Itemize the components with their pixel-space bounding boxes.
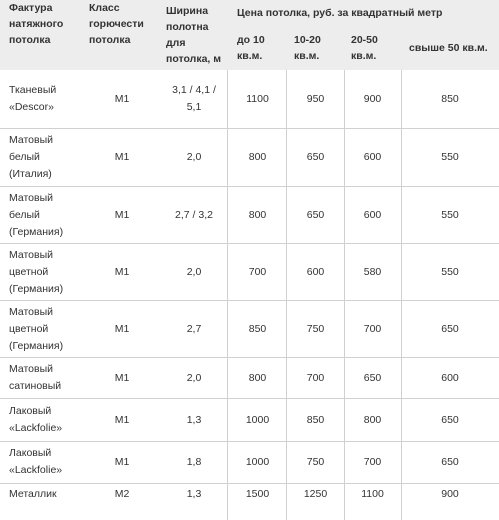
row-1-width: 3,1 / 4,1 / 5,1 — [172, 84, 216, 113]
row-9-price-2: 1250 — [303, 487, 328, 500]
row-4-price-4: 550 — [441, 265, 459, 278]
row-3-price-3: 600 — [363, 208, 382, 221]
row-3-width: 2,7 / 3,2 — [175, 208, 213, 221]
header-range-3: 20-50 кв.м. — [351, 34, 378, 62]
column-divider — [286, 70, 287, 520]
row-8-texture: Лаковый «Lackfolie» — [9, 447, 63, 476]
row-2-class: M1 — [114, 151, 130, 163]
row-6-price-1: 800 — [248, 371, 267, 384]
row-7-texture: Лаковый «Lackfolie» — [9, 405, 63, 434]
row-5-width: 2,7 — [186, 322, 202, 335]
row-divider — [0, 398, 499, 399]
row-1-price-4: 850 — [441, 92, 459, 105]
row-divider — [0, 186, 499, 187]
row-8-price-2: 750 — [306, 455, 325, 468]
row-9-class: M2 — [114, 487, 130, 500]
row-1-class: M1 — [114, 92, 130, 105]
row-5-price-3: 700 — [363, 322, 382, 335]
header-range-1: до 10 кв.м. — [237, 34, 265, 62]
column-divider — [227, 70, 228, 520]
row-3-price-1: 800 — [248, 208, 267, 221]
row-divider — [0, 128, 499, 129]
row-2-texture: Матовый белый (Италия) — [9, 134, 53, 180]
row-5-texture: Матовый цветной (Германия) — [9, 305, 64, 352]
row-2-price-1: 800 — [248, 151, 267, 163]
row-8-price-1: 1000 — [245, 455, 270, 468]
row-6-price-2: 700 — [306, 371, 325, 384]
row-4-price-1: 700 — [248, 265, 267, 278]
row-4-texture: Матовый цветной (Германия) — [9, 248, 64, 295]
row-2-price-4: 550 — [441, 151, 459, 163]
column-divider — [401, 70, 402, 520]
row-3-price-2: 650 — [306, 208, 325, 221]
row-7-price-4: 650 — [441, 413, 459, 426]
row-4-class: M1 — [114, 265, 130, 278]
row-divider — [0, 483, 499, 484]
row-7-price-3: 800 — [363, 413, 382, 426]
column-divider — [344, 70, 345, 520]
header-texture: Фактура натяжного потолка — [9, 2, 64, 46]
row-5-price-4: 650 — [441, 322, 459, 335]
row-5-class: M1 — [114, 322, 130, 335]
row-7-class: M1 — [114, 413, 130, 426]
row-3-class: M1 — [114, 208, 130, 221]
row-5-price-2: 750 — [306, 322, 325, 335]
row-6-price-4: 600 — [441, 371, 459, 384]
row-9-price-4: 900 — [441, 487, 459, 500]
row-8-width: 1,8 — [186, 455, 202, 468]
row-8-class: M1 — [114, 455, 130, 468]
row-7-price-2: 850 — [306, 413, 325, 426]
row-1-price-3: 900 — [363, 92, 382, 105]
row-1-texture: Тканевый «Descor» — [9, 84, 57, 113]
header-range-2: 10-20 кв.м. — [294, 34, 321, 62]
row-divider — [0, 357, 499, 358]
row-3-texture: Матовый белый (Германия) — [9, 191, 64, 238]
row-6-class: M1 — [114, 371, 130, 384]
row-7-width: 1,3 — [186, 413, 202, 426]
header-range-4: свыше 50 кв.м. — [409, 42, 488, 54]
row-2-price-3: 600 — [363, 151, 382, 163]
row-divider — [0, 441, 499, 442]
row-2-width: 2,0 — [186, 151, 202, 163]
row-9-texture: Металлик — [9, 487, 57, 500]
row-8-price-4: 650 — [441, 455, 459, 468]
row-9-width: 1,3 — [186, 487, 202, 500]
row-6-texture: Матовый сатиновый — [9, 363, 62, 392]
row-3-price-4: 550 — [441, 208, 459, 221]
row-divider — [0, 243, 499, 244]
header-class: Класс горючести потолка — [89, 2, 144, 46]
row-6-price-3: 650 — [363, 371, 382, 384]
row-4-price-3: 580 — [363, 265, 382, 278]
row-divider — [0, 300, 499, 301]
row-9-price-3: 1100 — [361, 487, 384, 500]
header-width: Ширина полотна для потолка, м — [166, 5, 222, 65]
row-9-price-1: 1500 — [245, 487, 270, 500]
row-7-price-1: 1000 — [245, 413, 270, 426]
row-1-price-2: 950 — [306, 92, 325, 105]
row-1-price-1: 1100 — [246, 92, 269, 105]
header-price-group: Цена потолка, руб. за квадратный метр — [237, 7, 443, 19]
row-6-width: 2,0 — [186, 371, 202, 384]
row-2-price-2: 650 — [306, 151, 325, 163]
row-5-price-1: 850 — [248, 322, 267, 335]
row-4-price-2: 600 — [306, 265, 325, 278]
row-8-price-3: 700 — [363, 455, 382, 468]
row-4-width: 2,0 — [186, 265, 202, 278]
